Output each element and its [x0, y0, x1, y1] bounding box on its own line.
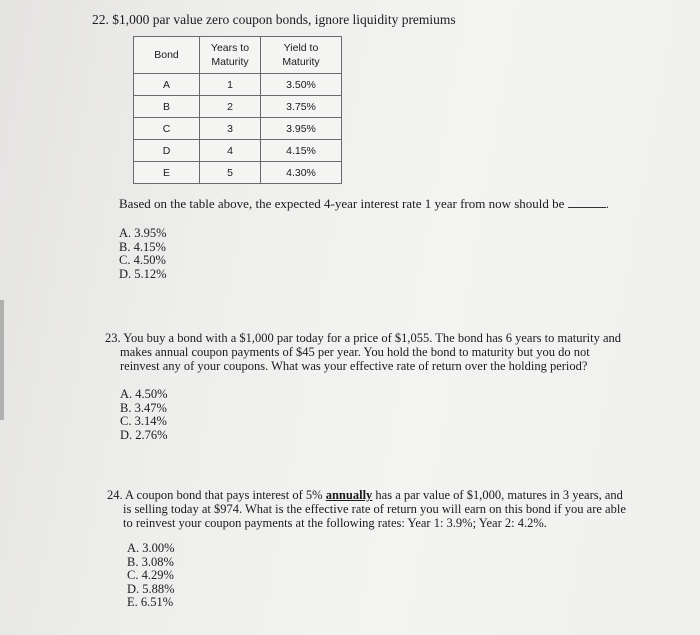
q24-choices	[127, 542, 175, 610]
cell-yield: 4.15%	[261, 140, 342, 162]
choice-e: E. 6.51%	[127, 595, 174, 609]
table-header-row	[134, 37, 342, 74]
q24-line-1	[107, 488, 626, 502]
choice-a: A. 4.50%	[120, 387, 168, 401]
header-years-line1: Years to	[210, 42, 250, 54]
header-yield-line2: Maturity	[282, 56, 320, 68]
choice-c: C. 3.14%	[120, 414, 167, 428]
bond-yield-table	[133, 36, 342, 184]
cell-bond: E	[134, 162, 200, 184]
cell-yield: 3.50%	[261, 74, 342, 96]
cell-years: 1	[200, 74, 261, 96]
cell-bond: C	[134, 118, 200, 140]
cell-years: 2	[200, 96, 261, 118]
q23-line-2: makes annual coupon payments of $45 per year. You hold the bond to maturity but you do not	[120, 345, 590, 359]
q22-stem-end: .	[605, 196, 609, 211]
header-years-line2: Maturity	[211, 56, 249, 68]
cell-years: 3	[200, 118, 261, 140]
cell-years: 4	[200, 140, 261, 162]
q24-annually-emphasis: annually	[325, 488, 373, 502]
choice-d: D. 5.12%	[119, 266, 167, 281]
q23-text	[105, 331, 621, 373]
cell-yield: 3.75%	[261, 96, 342, 118]
q22-stem	[119, 196, 609, 212]
q23-line-1: 23. You buy a bond with a $1,000 par today for a price of $1,055. The bond has 6 years to maturity and	[105, 331, 621, 345]
cell-bond: D	[134, 140, 200, 162]
cell-yield: 3.95%	[261, 118, 342, 140]
q23-line-3: reinvest any of your coupons. What was your effective rate of return over the holding period?	[120, 359, 588, 373]
table-row	[134, 140, 342, 162]
table-row	[134, 118, 342, 140]
q24-text	[107, 488, 626, 530]
q22-choices	[119, 227, 167, 281]
q24-line1-suffix: has a par value of $1,000, matures in 3 years, and	[375, 488, 623, 502]
cell-bond: A	[134, 74, 200, 96]
cell-yield: 4.30%	[261, 162, 342, 184]
q24-line-3: to reinvest your coupon payments at the following rates: Year 1: 3.9%; Year 2: 4.2%.	[123, 516, 547, 530]
table-row	[134, 162, 342, 184]
header-yield-to-maturity	[261, 37, 342, 74]
answer-blank	[568, 197, 606, 208]
q23-choices	[120, 388, 168, 442]
choice-a: A. 3.00%	[127, 541, 175, 555]
choice-b: B. 3.08%	[127, 554, 174, 569]
q24-line1-prefix: 24. A coupon bond that pays interest of 5%	[107, 488, 323, 502]
q24-line-2: is selling today at $974. What is the effective rate of return you will earn on this bond if you are able	[123, 502, 626, 516]
page-edge-shadow	[0, 300, 4, 420]
q22-title: 22. $1,000 par value zero coupon bonds, ignore liquidity premiums	[92, 12, 456, 27]
cell-years: 5	[200, 162, 261, 184]
cell-bond: B	[134, 96, 200, 118]
table-row	[134, 96, 342, 118]
table-row	[134, 74, 342, 96]
header-years-to-maturity	[200, 37, 261, 74]
header-yield-line1: Yield to	[283, 42, 319, 54]
choice-d: D. 2.76%	[120, 427, 168, 442]
q22-stem-text: Based on the table above, the expected 4-year interest rate 1 year from now should be	[119, 196, 565, 211]
choice-b: B. 4.15%	[119, 239, 166, 254]
header-bond: Bond	[134, 37, 200, 74]
choice-c: C. 4.29%	[127, 568, 174, 582]
choice-b: B. 3.47%	[120, 400, 167, 415]
choice-a: A. 3.95%	[119, 226, 167, 240]
choice-d: D. 5.88%	[127, 581, 175, 596]
choice-c: C. 4.50%	[119, 253, 166, 267]
